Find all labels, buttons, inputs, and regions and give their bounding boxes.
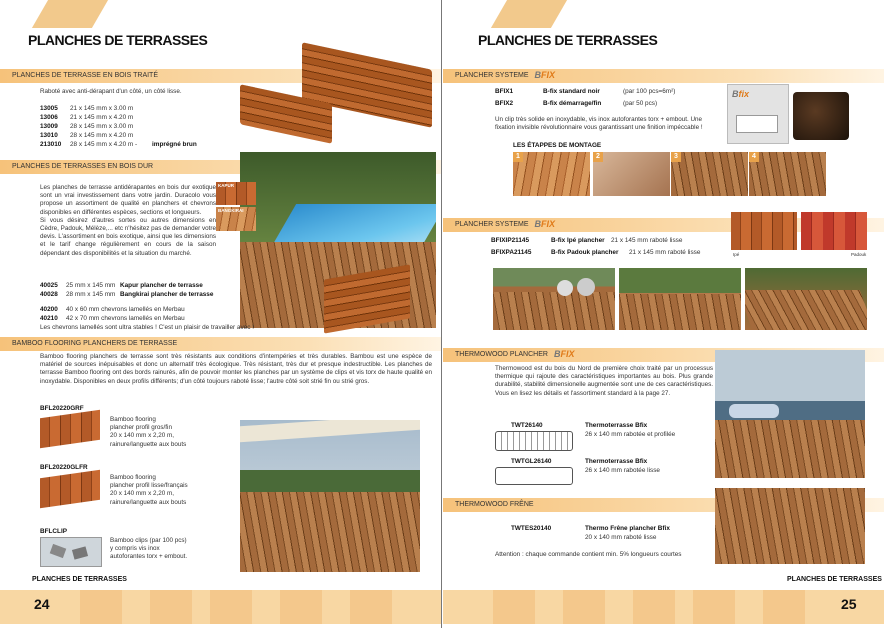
bamboo-plank-image bbox=[40, 410, 100, 448]
step-image: 2 bbox=[593, 152, 670, 196]
bamboo-code: BFL20220GRF bbox=[40, 405, 84, 412]
deck-photo-ipe bbox=[493, 268, 615, 330]
hardwood-item: 40028 28 mm x 145 mm Bangkirai plancher de terrasse bbox=[40, 291, 214, 298]
chevron-item: 40200 40 x 60 mm chevrons lamellés en Merbau bbox=[40, 306, 185, 313]
profile-ribbed-icon bbox=[495, 431, 573, 451]
section-header-bamboo: BAMBOO FLOORING PLANCHERS DE TERRASSE bbox=[0, 337, 441, 351]
chevron-note: Les chevrons lamellés sont ultra stables ! C'est un plaisir de travailler avec ! bbox=[40, 324, 254, 331]
header-tab bbox=[32, 0, 108, 28]
treated-item: 13005 21 x 145 mm x 3.00 m bbox=[40, 105, 134, 112]
profile-smooth-icon bbox=[495, 467, 573, 485]
section-header-frene: THERMOWOOD FRÊNE bbox=[443, 498, 884, 512]
clips-spec: Bamboo clips (par 100 pcs) y compris vis inox autoforantes torx + embout. bbox=[110, 537, 188, 561]
thermo-desc: Thermowood est du bois du Nord de première choix traité par un processus thermique qui rajoute des caractéristiques importantes au bois. Plus grande durabilité, stabilité dimensionelle augmentée sont une de ces caractéristiques. Vous en lisez les détails et l'assortiment standard à la page 27. bbox=[495, 365, 713, 397]
page-number: 24 bbox=[34, 596, 50, 612]
bfix-logo: BFIX bbox=[534, 70, 556, 81]
deck-photo-3 bbox=[745, 268, 867, 330]
step-image: 1 bbox=[513, 152, 590, 196]
bamboo-spec: Bamboo flooring plancher profil lisse/français 20 x 140 mm x 2,20 m, rainure/languette aux bouts bbox=[110, 474, 188, 506]
bfix-logo: BFIX bbox=[553, 349, 575, 360]
thermo-spec: 26 x 140 mm rabotée lisse bbox=[585, 467, 660, 474]
treated-desc: Raboté avec anti-dérapant d'un côté, un côté lisse. bbox=[40, 88, 182, 95]
thermo-code: TWTGL26140 bbox=[511, 458, 552, 465]
step-image: 4 bbox=[749, 152, 826, 196]
frene-code: TWTES20140 bbox=[511, 525, 552, 532]
padouk-swatch bbox=[801, 212, 867, 250]
footer-title: PLANCHES DE TERRASSES bbox=[787, 576, 882, 583]
bamboo-plank-image bbox=[40, 470, 100, 508]
footer-block bbox=[150, 590, 192, 624]
system-item: BFIX2 B-fix démarrage/fin (par 50 pcs) bbox=[495, 100, 658, 107]
footer-block bbox=[280, 590, 322, 624]
section-header-system-2: PLANCHER SYSTEME BFIX bbox=[443, 218, 884, 232]
bfix-logo: BFIX bbox=[534, 219, 556, 230]
bfix-box-image bbox=[727, 84, 789, 144]
bangkirai-label: BANGKIRAI bbox=[218, 208, 244, 213]
treated-item: 13006 21 x 145 mm x 4.20 m bbox=[40, 114, 134, 121]
chevron-item: 40210 42 x 70 mm chevrons lamellés en Merbau bbox=[40, 315, 185, 322]
hardwood-desc: Les planches de terrasse antidérapantes en bois dur exotique sont un vrai investissement dans votre jardin. Duracolo vous propose un assortiment de qualité en planchers et chevrons disponibles en différentes espèces, sections et longueurs. Si vous désirez d'autres sortes ou autres dimensions en Cèdre, Padouk, Mélèze,... etc n'hésitez pas de demander votre devis. L'assortiment en bois exotique, ainsi que les dimensions et le tarif change régulièrement en cours de la saison dépendant des disponibilités et la situation du marché. bbox=[40, 184, 216, 257]
thermo-spec: 26 x 140 mm rabotée et profilée bbox=[585, 431, 676, 438]
thermo-code: TWT26140 bbox=[511, 422, 543, 429]
section-header-system: PLANCHER SYSTEME BFIX bbox=[443, 69, 884, 83]
ipe-caption: Ipé bbox=[733, 252, 740, 257]
bfix-box-logo: Bfix bbox=[732, 89, 750, 99]
frene-name: Thermo Frêne plancher Bfix bbox=[585, 525, 670, 532]
thermowood-deck-photo bbox=[715, 350, 865, 478]
thermo-name: Thermoterrasse Bfix bbox=[585, 422, 648, 429]
footer-block bbox=[563, 590, 605, 624]
bamboo-desc: Bamboo flooring planchers de terrasse sont très résistants aux conditions d'intempéries et très durables. Bambou est une espèce de matériel de sources inépuisables et donc un alternatif très écologique. Très résistant, très dur et presque indestructible. Les planches de terrasse Bamboo flooring ont des bords rainurés, afin de pouvoir monter les planches par un système de clips et vis torx de haute qualité en inoxydable. Disponibles en deux profils différents; d'un côté toujours raboté lisse; l'autre côté soit strié fin ou strié gros. bbox=[40, 353, 432, 385]
thermo-name: Thermoterrasse Bfix bbox=[585, 458, 648, 465]
page-title: PLANCHES DE TERRASSES bbox=[28, 32, 208, 48]
section-header-thermowood: THERMOWOOD PLANCHER BFIX bbox=[443, 348, 884, 362]
system2-item: BFIXPA21145 B-fix Padouk plancher 21 x 145 mm raboté lisse bbox=[491, 249, 701, 256]
page-title: PLANCHES DE TERRASSES bbox=[478, 32, 658, 48]
frene-deck-photo bbox=[715, 488, 865, 564]
system2-item: BFIXIP21145 B-fix Ipé plancher 21 x 145 mm raboté lisse bbox=[491, 237, 683, 244]
ipe-swatch bbox=[731, 212, 797, 250]
step-image: 3 bbox=[671, 152, 748, 196]
bamboo-code: BFL20220GLFR bbox=[40, 464, 88, 471]
header-tab bbox=[491, 0, 567, 28]
section-header-treated: PLANCHES DE TERRASSE EN BOIS TRAITÉ bbox=[0, 69, 441, 83]
hardwood-item: 40025 25 mm x 145 mm Kapur plancher de terrasse bbox=[40, 282, 203, 289]
footer-block bbox=[693, 590, 735, 624]
footer-block bbox=[763, 590, 805, 624]
section-header-hardwood: PLANCHES DE TERRASSES EN BOIS DUR bbox=[0, 160, 441, 174]
padouk-caption: Padouk bbox=[851, 252, 867, 257]
steps-title: LES ÉTAPPES DE MONTAGE bbox=[513, 142, 602, 149]
system-desc: Un clip très solide en inoxydable, vis inox autoforantes torx + embout. Une fixation invisible révolutionnaire vous garantissant une finition impéccable ! bbox=[495, 116, 703, 132]
bamboo-code: BFLCLIP bbox=[40, 528, 67, 535]
kapur-label: KAPUR bbox=[218, 183, 235, 188]
treated-item: 13009 28 x 145 mm x 3.00 m bbox=[40, 123, 134, 130]
clips-pile-image bbox=[793, 92, 849, 140]
page-25 bbox=[443, 0, 884, 628]
system-item: BFIX1 B-fix standard noir (par 100 pcs=6m²) bbox=[495, 88, 676, 95]
footer-block bbox=[633, 590, 675, 624]
bamboo-spec: Bamboo flooring plancher profil gros/fin 20 x 140 mm x 2,20 m, rainure/languette aux bouts bbox=[110, 416, 187, 448]
footer-block bbox=[350, 590, 392, 624]
clips-image bbox=[40, 537, 102, 567]
frene-note: Attention : chaque commande contient min. 5% longueurs courtes bbox=[495, 551, 682, 558]
footer-title: PLANCHES DE TERRASSES bbox=[32, 576, 127, 583]
footer-block bbox=[210, 590, 252, 624]
footer-block bbox=[80, 590, 122, 624]
footer-block bbox=[493, 590, 535, 624]
treated-item: 13010 28 x 145 mm x 4.20 m bbox=[40, 132, 134, 139]
frene-spec: 20 x 140 mm raboté lisse bbox=[585, 534, 657, 541]
deck-photo-2 bbox=[619, 268, 741, 330]
treated-item: 213010 28 x 145 mm x 4.20 m - imprégné brun bbox=[40, 141, 197, 148]
page-number: 25 bbox=[841, 596, 857, 612]
bamboo-terrace-photo bbox=[240, 420, 420, 572]
